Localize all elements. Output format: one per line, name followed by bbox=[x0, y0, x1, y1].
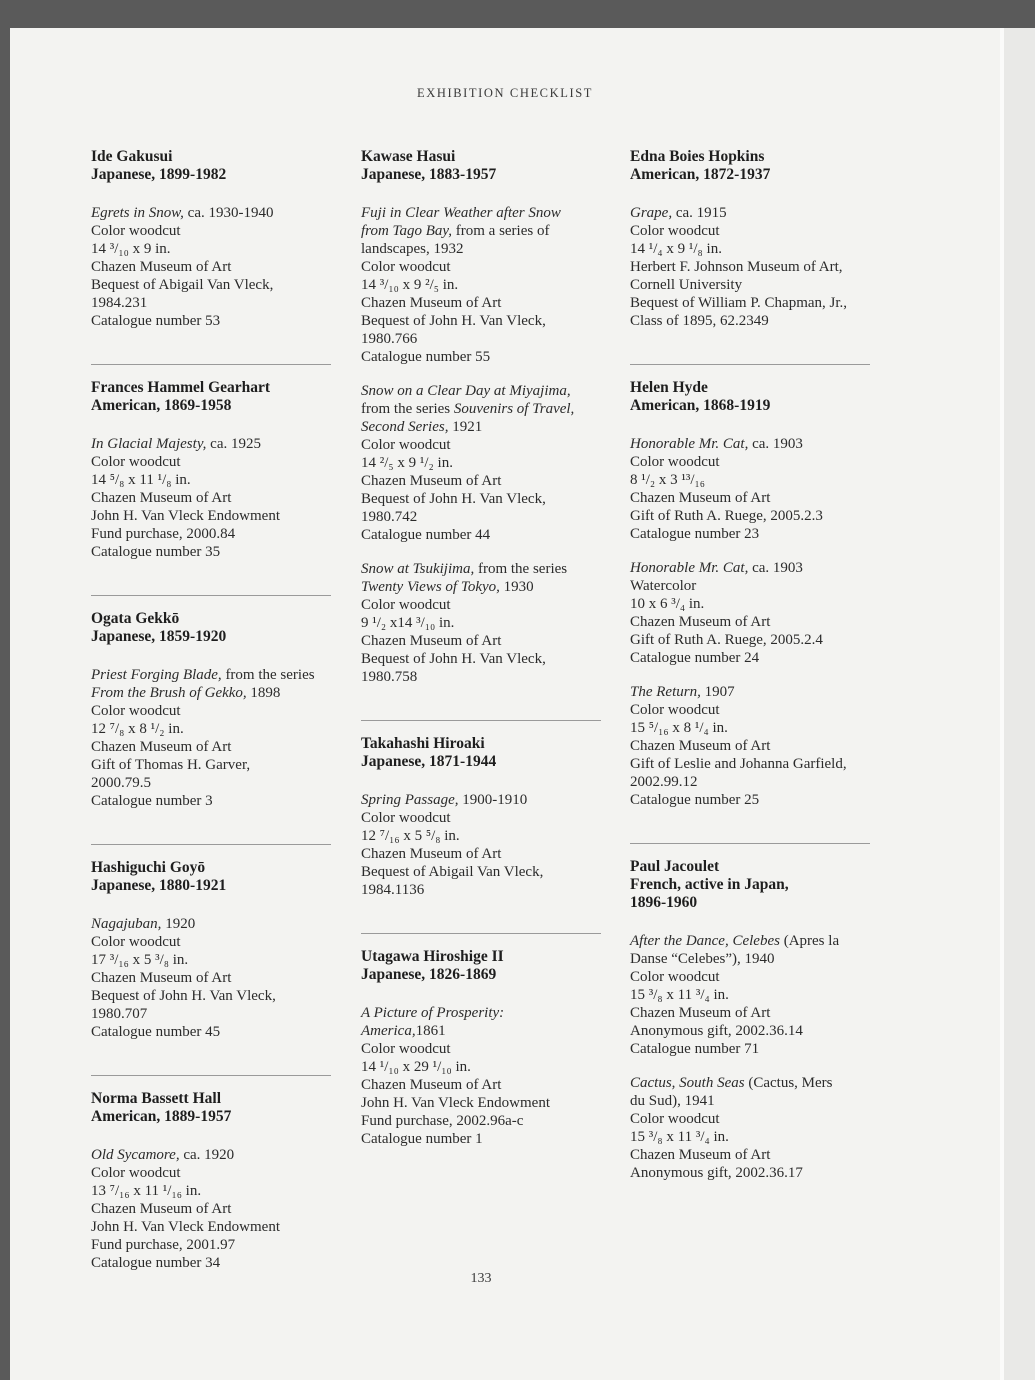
checklist-column-3 bbox=[630, 148, 892, 1214]
artwork-title-suffix: ca. 1903 bbox=[748, 560, 803, 576]
title-segment: From the Brush of Gekko, bbox=[91, 685, 247, 701]
artwork-title-line bbox=[630, 683, 892, 701]
artwork-detail: Catalogue number 71 bbox=[630, 1041, 760, 1057]
artwork-detail: Chazen Museum of Art bbox=[361, 1077, 502, 1093]
artwork-title: Fuji in Clear Weather after Snow bbox=[361, 205, 561, 221]
artwork-title: Honorable Mr. Cat, bbox=[630, 436, 749, 452]
artwork-detail: 2002.99.12 bbox=[630, 774, 698, 790]
artwork-title: A Picture of Prosperity: bbox=[361, 1005, 505, 1021]
artwork-detail: 12 ⁷/₈ x 8 ¹/₂ in. bbox=[91, 721, 184, 737]
artist-heading bbox=[630, 379, 892, 435]
artist-heading bbox=[630, 858, 892, 932]
artwork-detail: Color woodcut bbox=[361, 597, 451, 613]
entry-divider bbox=[91, 595, 331, 596]
artwork-detail: Color woodcut bbox=[91, 934, 181, 950]
artwork-detail: Catalogue number 23 bbox=[630, 526, 760, 542]
artist-name: Paul Jacoulet bbox=[630, 858, 720, 875]
artwork-title: In Glacial Majesty, bbox=[91, 436, 207, 452]
artwork-detail: Bequest of Abigail Van Vleck, bbox=[361, 864, 544, 880]
artist-heading bbox=[361, 148, 623, 204]
artwork bbox=[91, 666, 353, 810]
entry-divider bbox=[91, 1075, 331, 1076]
artwork-title-line bbox=[361, 382, 623, 400]
artist-entry bbox=[361, 735, 623, 931]
artwork-detail: Class of 1895, 62.2349 bbox=[630, 313, 769, 329]
artwork-title-line bbox=[630, 204, 892, 222]
artist-entry bbox=[361, 148, 623, 718]
artwork-detail: 15 ³/₈ x 11 ³/₄ in. bbox=[630, 987, 729, 1003]
artwork-detail: Chazen Museum of Art bbox=[91, 490, 232, 506]
artwork-detail: Color woodcut bbox=[91, 223, 181, 239]
artwork bbox=[361, 1004, 623, 1148]
artwork-detail: Catalogue number 24 bbox=[630, 650, 760, 666]
title-segment: from the series bbox=[361, 401, 454, 417]
artist-entry bbox=[91, 148, 353, 362]
checklist-column-2 bbox=[361, 148, 623, 1180]
artist-nationality: American, 1869-1958 bbox=[91, 397, 232, 414]
artwork-title-continued bbox=[361, 222, 623, 240]
artist-nationality: French, active in Japan, bbox=[630, 876, 789, 893]
artist-entry bbox=[91, 859, 353, 1073]
artwork-title-suffix: (Cactus, Mers bbox=[744, 1075, 833, 1091]
artwork-title-line bbox=[361, 791, 623, 809]
title-segment: 1930 bbox=[499, 579, 534, 595]
artwork-detail: Catalogue number 45 bbox=[91, 1024, 221, 1040]
artist-name: Edna Boies Hopkins bbox=[630, 148, 765, 165]
artwork bbox=[630, 1074, 892, 1182]
title-segment: Twenty Views of Tokyo, bbox=[361, 579, 500, 595]
artist-nationality: Japanese, 1826-1869 bbox=[361, 966, 497, 983]
artwork-detail: Chazen Museum of Art bbox=[630, 1005, 771, 1021]
artwork-detail: Chazen Museum of Art bbox=[91, 1201, 232, 1217]
artwork-title-suffix: from the series bbox=[221, 667, 315, 683]
artist-name: Helen Hyde bbox=[630, 379, 708, 396]
artwork-title-line bbox=[361, 204, 623, 222]
artwork-title-suffix: ca. 1930-1940 bbox=[183, 205, 274, 221]
title-segment: Souvenirs of Travel, bbox=[453, 401, 575, 417]
artwork-title: Honorable Mr. Cat, bbox=[630, 560, 749, 576]
artwork-detail: Bequest of John H. Van Vleck, bbox=[361, 313, 546, 329]
artist-entry bbox=[91, 610, 353, 842]
title-segment: 1861 bbox=[415, 1023, 446, 1039]
artwork-detail: Color woodcut bbox=[91, 1165, 181, 1181]
artwork-title-line bbox=[91, 435, 353, 453]
artwork-detail: 1980.758 bbox=[361, 669, 418, 685]
artwork bbox=[91, 1146, 353, 1272]
artist-heading bbox=[630, 148, 892, 204]
artwork-detail: 14 ¹/₄ x 9 ¹/₈ in. bbox=[630, 241, 722, 257]
artwork-title-line bbox=[91, 204, 353, 222]
artwork-title-suffix: 1907 bbox=[700, 684, 735, 700]
artist-entry bbox=[630, 148, 892, 362]
artwork-detail: Bequest of John H. Van Vleck, bbox=[361, 651, 546, 667]
artwork-title: Priest Forging Blade, bbox=[91, 667, 222, 683]
artwork bbox=[630, 932, 892, 1058]
artwork-title-suffix: ca. 1920 bbox=[179, 1147, 235, 1163]
artwork-detail: Bequest of Abigail Van Vleck, bbox=[91, 277, 274, 293]
artwork-detail: Chazen Museum of Art bbox=[91, 970, 232, 986]
artwork-detail: Catalogue number 53 bbox=[91, 313, 221, 329]
page-edge-highlight bbox=[1000, 28, 1004, 1380]
artwork-detail: Chazen Museum of Art bbox=[91, 259, 232, 275]
artwork-title-continued bbox=[361, 240, 623, 258]
artwork-detail: Catalogue number 3 bbox=[91, 793, 213, 809]
artwork-detail: Chazen Museum of Art bbox=[630, 1147, 771, 1163]
artwork-title-suffix: (Apres la bbox=[779, 933, 840, 949]
artwork-detail: 15 ³/₈ x 11 ³/₄ in. bbox=[630, 1129, 729, 1145]
entry-divider bbox=[91, 364, 331, 365]
book-page bbox=[10, 28, 1000, 1380]
title-segment: from Tago Bay, bbox=[361, 223, 452, 239]
artwork-detail: Fund purchase, 2002.96a-c bbox=[361, 1113, 524, 1129]
artwork-detail: Gift of Leslie and Johanna Garfield, bbox=[630, 756, 847, 772]
artwork-detail: 12 ⁷/₁₆ x 5 ⁵/₈ in. bbox=[361, 828, 460, 844]
artist-nationality: Japanese, 1899-1982 bbox=[91, 166, 227, 183]
artwork-detail: Chazen Museum of Art bbox=[361, 295, 502, 311]
artwork-detail: 1984.1136 bbox=[361, 882, 425, 898]
artist-nationality: Japanese, 1883-1957 bbox=[361, 166, 497, 183]
artwork-detail: Gift of Ruth A. Ruege, 2005.2.3 bbox=[630, 508, 823, 524]
artwork-detail: Chazen Museum of Art bbox=[630, 490, 771, 506]
artwork-detail: 2000.79.5 bbox=[91, 775, 151, 791]
entry-divider bbox=[630, 843, 870, 844]
artwork-detail: Catalogue number 55 bbox=[361, 349, 491, 365]
artwork-title-suffix: from the series bbox=[474, 561, 568, 577]
artwork bbox=[91, 435, 353, 561]
artwork-detail: 1984.231 bbox=[91, 295, 148, 311]
artwork-title-suffix: 1900-1910 bbox=[458, 792, 528, 808]
title-segment: America, bbox=[361, 1023, 416, 1039]
artist-name: Ide Gakusui bbox=[91, 148, 173, 165]
artwork-title-suffix: ca. 1925 bbox=[206, 436, 261, 452]
artwork-title-line bbox=[361, 560, 623, 578]
artwork bbox=[630, 435, 892, 543]
running-head: EXHIBITION CHECKLIST bbox=[416, 86, 594, 100]
artwork-detail: Bequest of William P. Chapman, Jr., bbox=[630, 295, 848, 311]
artwork-title: Snow on a Clear Day at Miyajima, bbox=[361, 383, 571, 399]
artwork bbox=[361, 382, 623, 544]
artwork-detail: Catalogue number 1 bbox=[361, 1131, 483, 1147]
artwork-detail: John H. Van Vleck Endowment bbox=[361, 1095, 551, 1111]
artist-dates: 1896-1960 bbox=[630, 894, 698, 911]
artwork-title-continued bbox=[630, 950, 892, 968]
artwork-title-line bbox=[630, 559, 892, 577]
entry-divider bbox=[361, 933, 601, 934]
artist-name: Frances Hammel Gearhart bbox=[91, 379, 271, 396]
title-segment: landscapes, 1932 bbox=[361, 241, 464, 257]
artist-entry bbox=[361, 948, 623, 1180]
artwork-title-line bbox=[91, 915, 353, 933]
artwork-detail: 14 ⁵/₈ x 11 ¹/₈ in. bbox=[91, 472, 191, 488]
entry-divider bbox=[361, 720, 601, 721]
page-number: 133 bbox=[470, 1271, 492, 1286]
artwork-detail: Chazen Museum of Art bbox=[361, 846, 502, 862]
title-segment: Second Series, bbox=[361, 419, 449, 435]
artwork-detail: Chazen Museum of Art bbox=[630, 614, 771, 630]
artwork bbox=[91, 915, 353, 1041]
artwork-detail: Fund purchase, 2000.84 bbox=[91, 526, 236, 542]
artwork-detail: 14 ¹/₁₀ x 29 ¹/₁₀ in. bbox=[361, 1059, 471, 1075]
artwork-detail: Anonymous gift, 2002.36.14 bbox=[630, 1023, 803, 1039]
artist-name: Norma Bassett Hall bbox=[91, 1090, 222, 1107]
artwork bbox=[361, 560, 623, 686]
artwork-detail: Anonymous gift, 2002.36.17 bbox=[630, 1165, 803, 1181]
artist-heading bbox=[91, 1090, 353, 1146]
artwork-detail: 17 ³/₁₆ x 5 ³/₈ in. bbox=[91, 952, 189, 968]
artwork-detail: Color woodcut bbox=[630, 969, 720, 985]
artwork bbox=[630, 683, 892, 809]
artwork-detail: 1980.742 bbox=[361, 509, 418, 525]
artwork-title: Old Sycamore, bbox=[91, 1147, 180, 1163]
artwork-detail: Bequest of John H. Van Vleck, bbox=[361, 491, 546, 507]
artwork bbox=[630, 559, 892, 667]
artwork-title-line bbox=[630, 435, 892, 453]
title-segment: 1921 bbox=[448, 419, 483, 435]
artwork-detail: 13 ⁷/₁₆ x 11 ¹/₁₆ in. bbox=[91, 1183, 202, 1199]
artist-entry bbox=[630, 379, 892, 841]
artwork-detail: Gift of Ruth A. Ruege, 2005.2.4 bbox=[630, 632, 823, 648]
artwork-detail: Chazen Museum of Art bbox=[91, 739, 232, 755]
artwork-title: Nagajuban, bbox=[91, 916, 162, 932]
artwork-title-continued bbox=[361, 1022, 623, 1040]
artwork-title: Grape, bbox=[630, 205, 673, 221]
artwork-detail: 14 ³/₁₀ x 9 ²/₅ in. bbox=[361, 277, 459, 293]
artwork-title-suffix: ca. 1903 bbox=[748, 436, 803, 452]
artwork-detail: 14 ²/₅ x 9 ¹/₂ in. bbox=[361, 455, 453, 471]
artwork-detail: 14 ³/₁₀ x 9 in. bbox=[91, 241, 171, 257]
page-edge bbox=[1000, 28, 1035, 1380]
artwork-title-continued bbox=[361, 578, 623, 596]
artwork bbox=[361, 204, 623, 366]
artwork-detail: Color woodcut bbox=[630, 702, 720, 718]
title-segment: Danse “Celebes”), 1940 bbox=[630, 951, 775, 967]
title-segment: from a series of bbox=[452, 223, 550, 239]
artwork-title: Egrets in Snow, bbox=[91, 205, 184, 221]
artist-name: Ogata Gekkō bbox=[91, 610, 180, 627]
artist-heading bbox=[91, 859, 353, 915]
artwork-detail: Color woodcut bbox=[630, 1111, 720, 1127]
artwork-detail: Catalogue number 44 bbox=[361, 527, 491, 543]
artwork-title-line bbox=[361, 1004, 623, 1022]
artwork-title-suffix: 1920 bbox=[161, 916, 196, 932]
artist-heading bbox=[91, 379, 353, 435]
artwork-title: After the Dance, Celebes bbox=[630, 933, 780, 949]
artwork-detail: Color woodcut bbox=[361, 259, 451, 275]
artist-heading bbox=[91, 610, 353, 666]
artwork-detail: Color woodcut bbox=[361, 810, 451, 826]
artist-nationality: American, 1868-1919 bbox=[630, 397, 771, 414]
artwork-detail: Color woodcut bbox=[361, 1041, 451, 1057]
artist-nationality: Japanese, 1871-1944 bbox=[361, 753, 497, 770]
artist-nationality: Japanese, 1880-1921 bbox=[91, 877, 227, 894]
artwork-detail: John H. Van Vleck Endowment bbox=[91, 508, 281, 524]
artwork-detail: Catalogue number 25 bbox=[630, 792, 760, 808]
artist-entry bbox=[91, 379, 353, 593]
artist-nationality: Japanese, 1859-1920 bbox=[91, 628, 227, 645]
artist-name: Kawase Hasui bbox=[361, 148, 456, 165]
artwork-detail: John H. Van Vleck Endowment bbox=[91, 1219, 281, 1235]
artist-nationality: American, 1872-1937 bbox=[630, 166, 771, 183]
artwork-title-line bbox=[91, 1146, 353, 1164]
entry-divider bbox=[630, 364, 870, 365]
artwork-title: The Return, bbox=[630, 684, 701, 700]
artist-name: Takahashi Hiroaki bbox=[361, 735, 485, 752]
artwork-detail: 9 ¹/₂ x14 ³/₁₀ in. bbox=[361, 615, 455, 631]
artwork-title: Snow at Tsukijima, bbox=[361, 561, 475, 577]
artwork-title-continued bbox=[361, 400, 623, 418]
artwork-detail: Watercolor bbox=[630, 578, 697, 594]
artwork-title: Spring Passage, bbox=[361, 792, 459, 808]
artwork-detail: Cornell University bbox=[630, 277, 743, 293]
artwork bbox=[630, 204, 892, 330]
artist-heading bbox=[91, 148, 353, 204]
artwork-title-continued bbox=[91, 684, 353, 702]
artwork bbox=[91, 204, 353, 330]
entry-divider bbox=[91, 844, 331, 845]
artwork-detail: Color woodcut bbox=[630, 223, 720, 239]
artwork-detail: 8 ¹/₂ x 3 ¹³/₁₆ bbox=[630, 472, 706, 488]
artwork bbox=[361, 791, 623, 899]
artwork-title: Cactus, South Seas bbox=[630, 1075, 745, 1091]
artwork-detail: Color woodcut bbox=[630, 454, 720, 470]
artwork-detail: Catalogue number 34 bbox=[91, 1255, 221, 1271]
artwork-detail: Color woodcut bbox=[361, 437, 451, 453]
title-segment: 1898 bbox=[246, 685, 281, 701]
artwork-title-line bbox=[630, 1074, 892, 1092]
artwork-detail: 10 x 6 ³/₄ in. bbox=[630, 596, 705, 612]
artist-heading bbox=[361, 735, 623, 791]
artwork-detail: Chazen Museum of Art bbox=[630, 738, 771, 754]
artwork-detail: Chazen Museum of Art bbox=[361, 633, 502, 649]
artwork-detail: Catalogue number 35 bbox=[91, 544, 221, 560]
artist-heading bbox=[361, 948, 623, 1004]
artwork-detail: 15 ⁵/₁₆ x 8 ¹/₄ in. bbox=[630, 720, 728, 736]
checklist-column-1 bbox=[91, 148, 353, 1304]
artist-name: Hashiguchi Goyō bbox=[91, 859, 206, 876]
artwork-detail: Herbert F. Johnson Museum of Art, bbox=[630, 259, 843, 275]
artist-entry bbox=[630, 858, 892, 1214]
artwork-detail: 1980.766 bbox=[361, 331, 418, 347]
artwork-detail: Bequest of John H. Van Vleck, bbox=[91, 988, 276, 1004]
artwork-title-line bbox=[630, 932, 892, 950]
artwork-detail: 1980.707 bbox=[91, 1006, 148, 1022]
artwork-detail: Gift of Thomas H. Garver, bbox=[91, 757, 251, 773]
artist-name: Utagawa Hiroshige II bbox=[361, 948, 504, 965]
artwork-detail: Fund purchase, 2001.97 bbox=[91, 1237, 236, 1253]
artwork-detail: Color woodcut bbox=[91, 703, 181, 719]
title-segment: du Sud), 1941 bbox=[630, 1093, 715, 1109]
artwork-title-suffix: ca. 1915 bbox=[672, 205, 727, 221]
artwork-title-line bbox=[91, 666, 353, 684]
artwork-detail: Chazen Museum of Art bbox=[361, 473, 502, 489]
artist-nationality: American, 1889-1957 bbox=[91, 1108, 232, 1125]
artwork-title-continued bbox=[361, 418, 623, 436]
artwork-title-continued bbox=[630, 1092, 892, 1110]
artwork-detail: Color woodcut bbox=[91, 454, 181, 470]
